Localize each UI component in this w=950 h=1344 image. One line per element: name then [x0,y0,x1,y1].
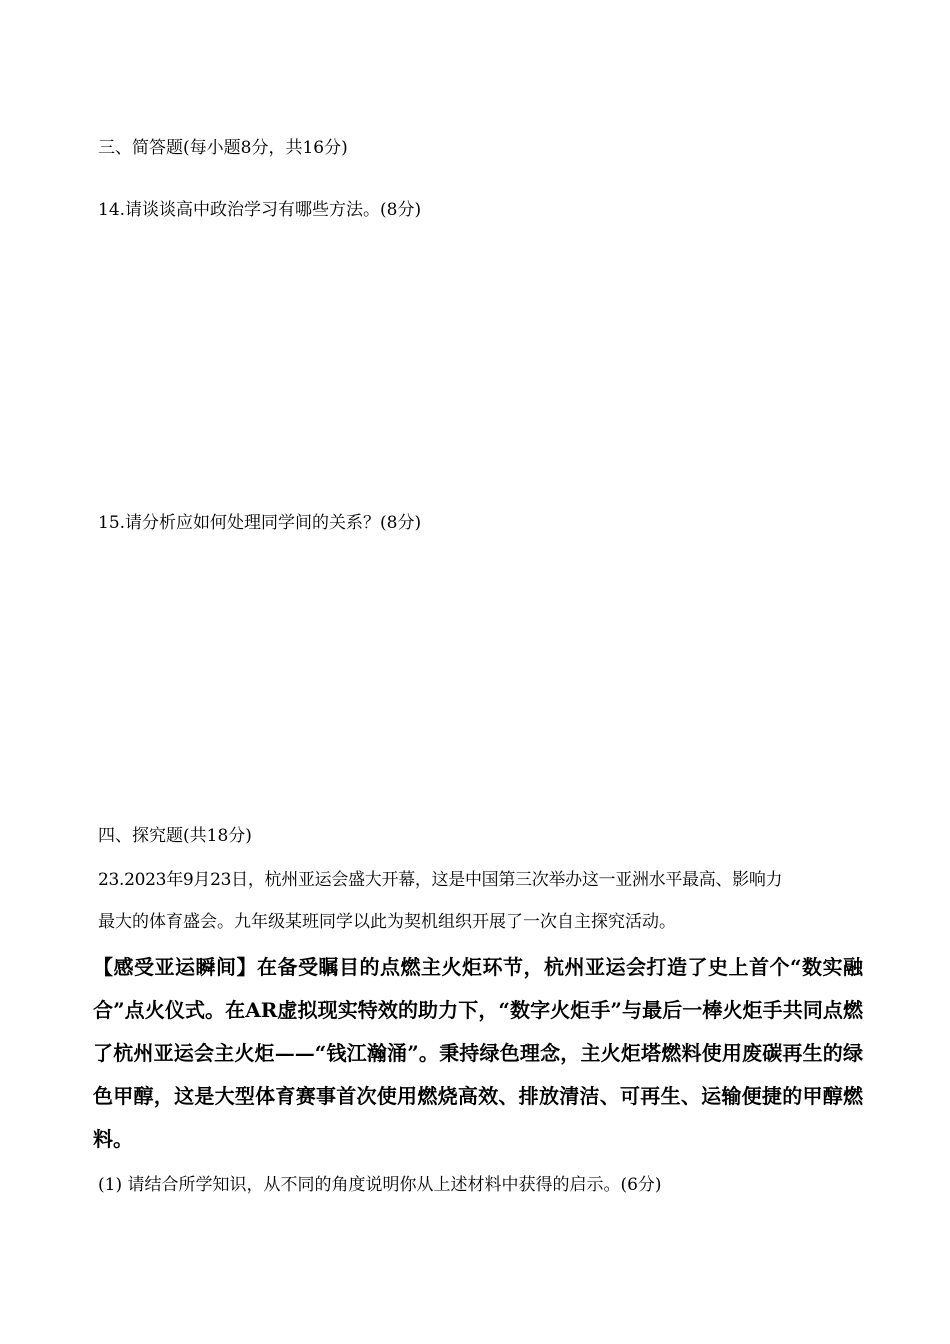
question-14: 14.请谈谈高中政治学习有哪些方法。(8分) [98,200,422,220]
question-23-line-2: 最大的体育盛会。九年级某班同学以此为契机组织开展了一次自主探究活动。 [98,912,676,932]
question-15: 15.请分析应如何处理同学间的关系？(8分) [98,513,422,533]
material-text: 【感受亚运瞬间】在备受瞩目的点燃主火炬环节，杭州亚运会打造了史上首个“数实融合”点火仪式。在AR虚拟现实特效的助力下，“数字火炬手”与最后一棒火炬手共同点燃了杭州亚运会主火炬——“钱江瀚涌”。秉持绿色理念，主火炬塔燃料使用废碳再生的绿色甲醇，这是大型体育赛事首次使用燃烧高效、排放清洁、可再生、运输便捷的甲醇燃料。 [93,955,863,1151]
section-4-heading: 四、探究题(共18分) [98,826,252,846]
answer-space-14 [98,230,858,500]
sub-question-1: (1) 请结合所学知识，从不同的角度说明你从上述材料中获得的启示。(6分) [98,1175,662,1195]
answer-space-15 [98,545,858,815]
question-23-line-1: 23.2023年9月23日，杭州亚运会盛大开幕，这是中国第三次举办这一亚洲水平最高、影响力 [98,870,783,890]
material-paragraph [93,946,863,1161]
section-3-heading: 三、简答题(每小题8分，共16分) [98,138,348,158]
